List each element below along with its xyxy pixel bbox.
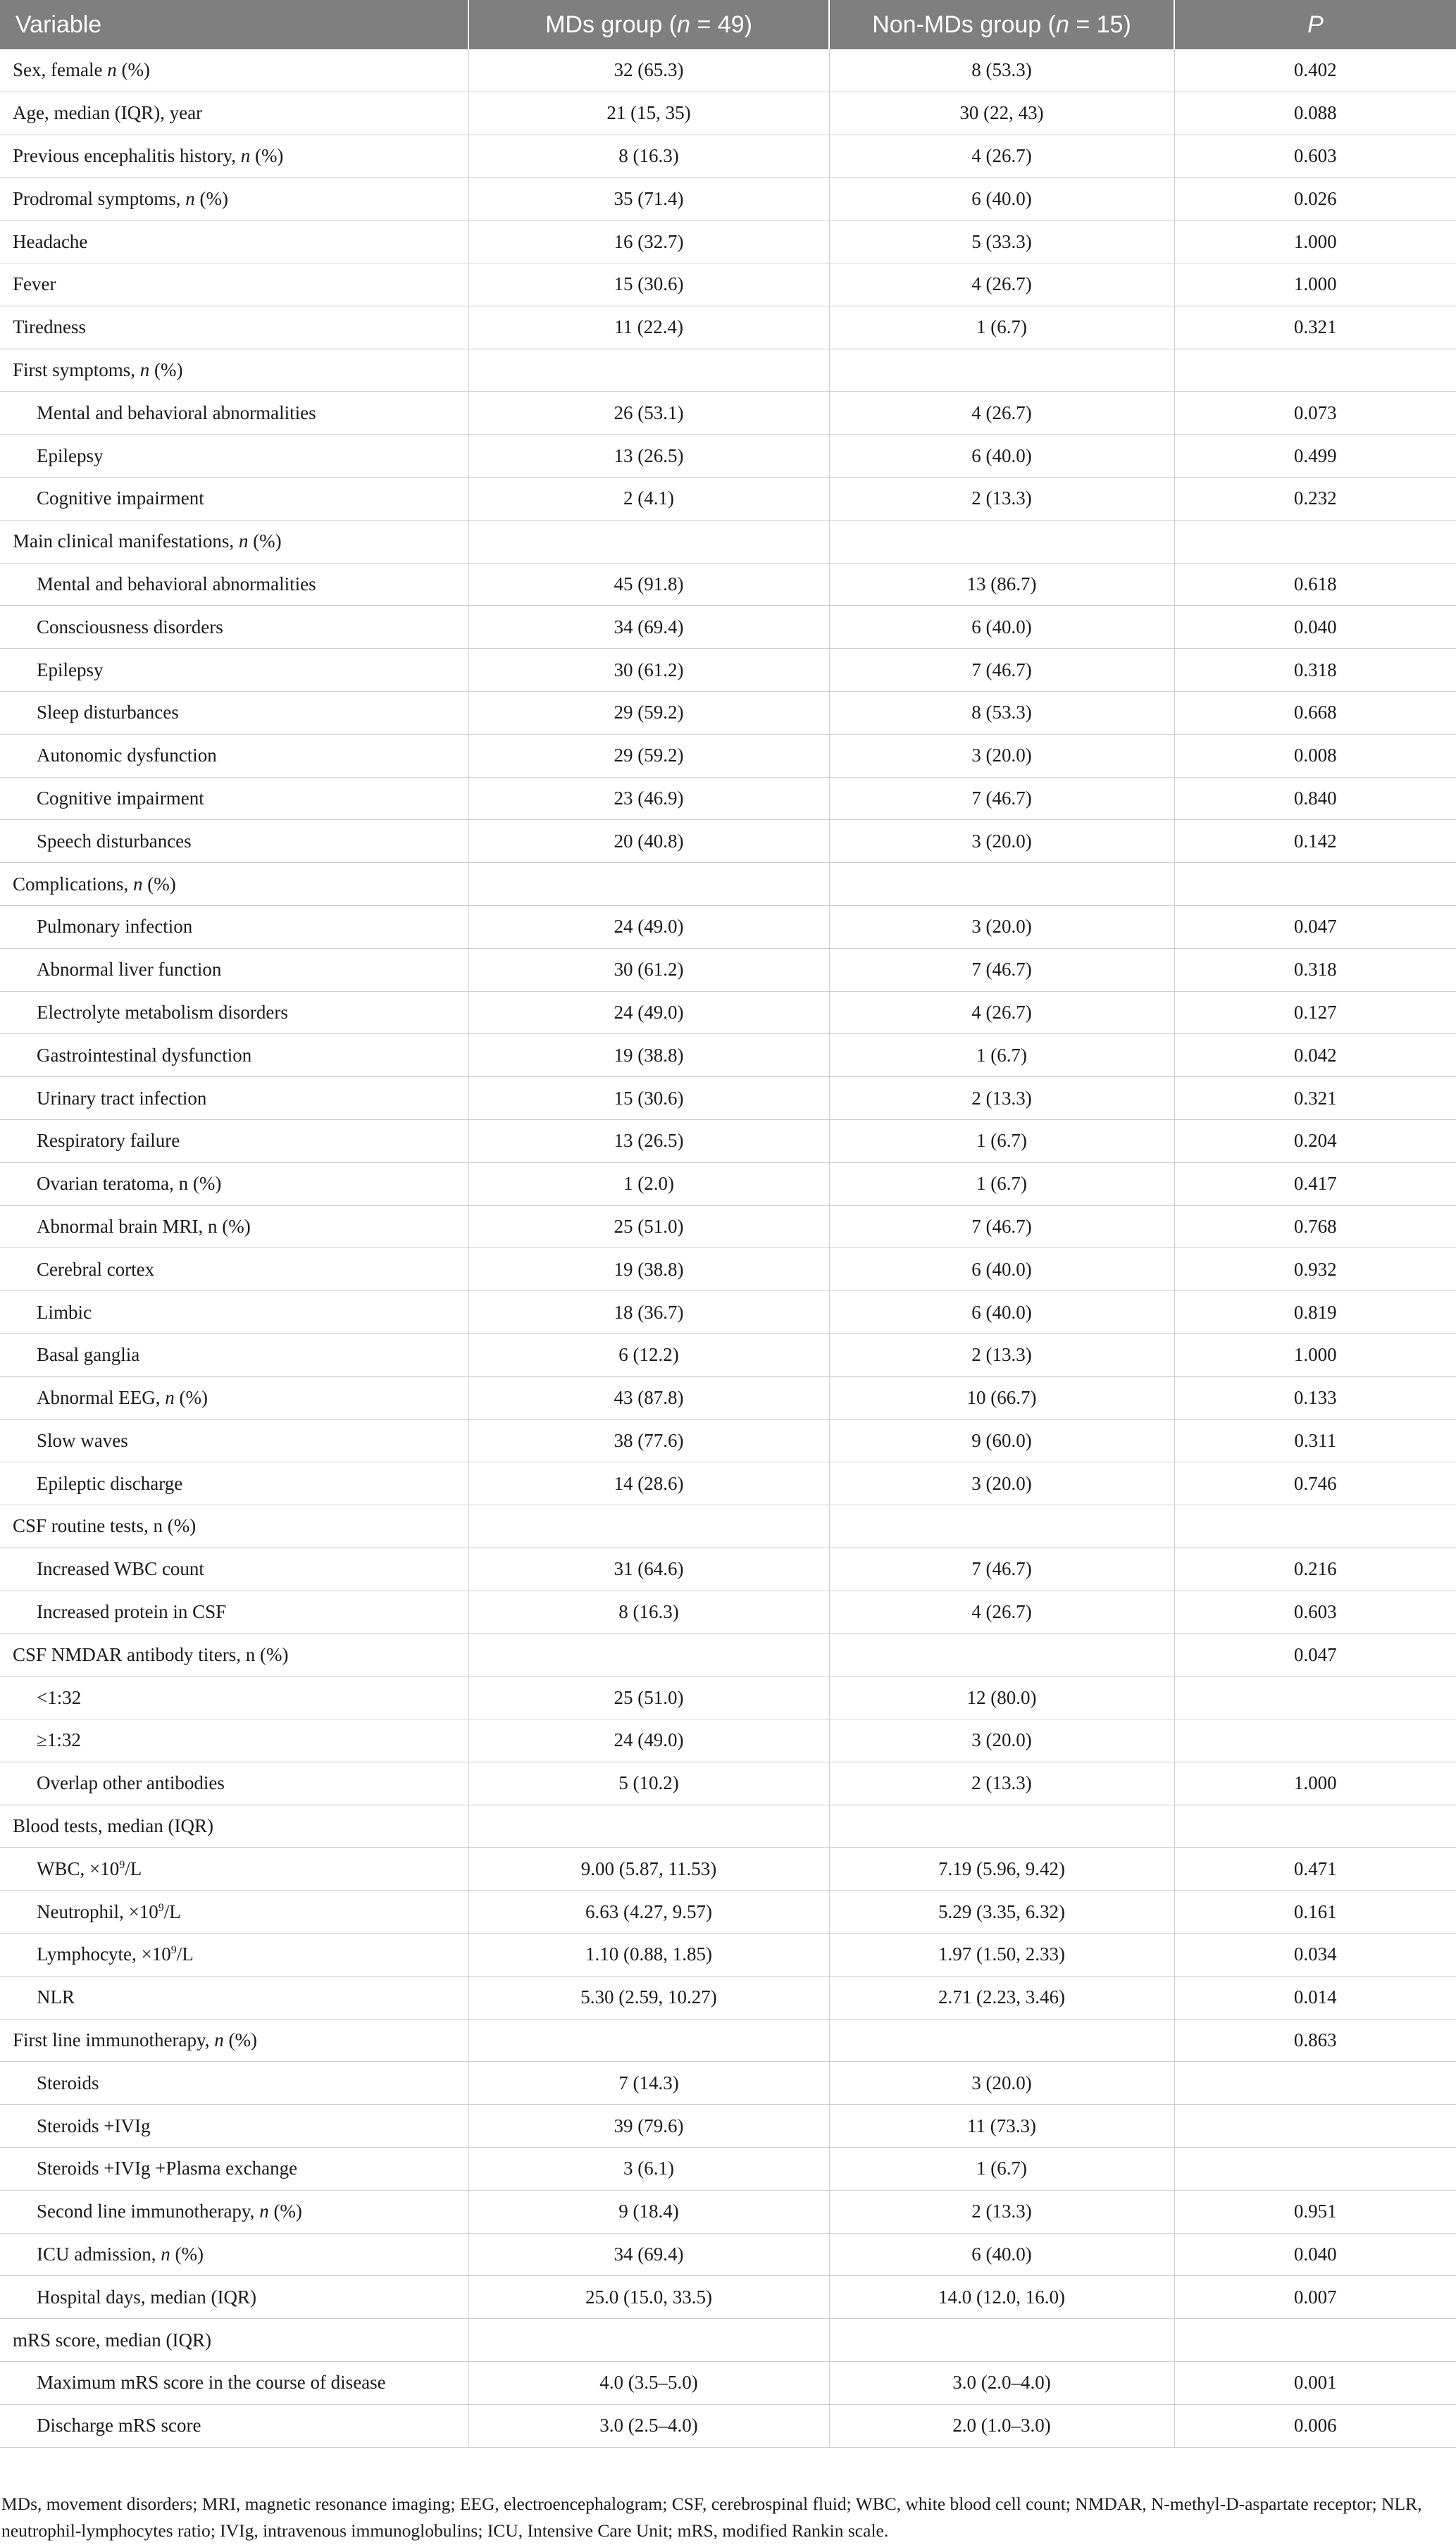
variable-cell: Increased WBC count — [0, 1548, 468, 1591]
variable-cell: mRS score, median (IQR) — [0, 2319, 468, 2362]
p-value-cell: 0.618 — [1174, 563, 1456, 606]
table-row — [0, 1162, 1456, 1205]
non-md-group-cell: 2 (13.3) — [829, 2190, 1174, 2233]
md-group-cell: 13 (26.5) — [468, 1119, 829, 1162]
p-value-cell — [1174, 349, 1456, 392]
table-row — [0, 606, 1456, 649]
header-non-md-group: Non-MDs group (n = 15) — [829, 0, 1174, 49]
md-group-cell: 38 (77.6) — [468, 1419, 829, 1462]
non-md-group-cell: 6 (40.0) — [829, 435, 1174, 478]
variable-cell: Epileptic discharge — [0, 1462, 468, 1505]
table-footnote: MDs, movement disorders; MRI, magnetic resonance imaging; EEG, electroencephalogram; CSF, cerebrospinal fluid; WBC, white blood cell count; NMDAR, N-methyl-D-aspartate receptor; NLR, neutrophil-lymphocytes ratio; IVIg, intravenous immunoglobulins; ICU, Intensive Care Unit; mRS, modified Rankin scale. — [1, 2494, 1422, 2541]
non-md-group-cell: 2 (13.3) — [829, 1333, 1174, 1376]
non-md-group-cell: 2 (13.3) — [829, 1762, 1174, 1805]
table-row — [0, 1805, 1456, 1848]
table-row — [0, 2105, 1456, 2148]
non-md-group-cell: 2 (13.3) — [829, 1077, 1174, 1120]
non-md-group-cell: 7 (46.7) — [829, 777, 1174, 820]
table-row — [0, 92, 1456, 135]
p-value-cell: 1.000 — [1174, 1333, 1456, 1376]
p-value-cell: 0.311 — [1174, 1419, 1456, 1462]
variable-cell: Neutrophil, $\times 10^9/L$ — [0, 1891, 468, 1934]
p-value-cell: 0.204 — [1174, 1119, 1456, 1162]
non-md-group-cell: 2.71 (2.23, 3.46) — [829, 1976, 1174, 2019]
variable-cell: Abnormal liver function — [0, 948, 468, 991]
table-row — [0, 2233, 1456, 2276]
table-row — [0, 135, 1456, 178]
p-value-cell — [1174, 863, 1456, 906]
variable-cell: Limbic — [0, 1291, 468, 1334]
non-md-group-cell — [829, 2019, 1174, 2062]
non-md-group-cell: 7.19 (5.96, 9.42) — [829, 1848, 1174, 1891]
non-md-group-cell — [829, 2319, 1174, 2362]
non-md-group-cell: 7 (46.7) — [829, 1548, 1174, 1591]
table-row — [0, 1762, 1456, 1805]
table-row — [0, 1205, 1456, 1248]
p-value-cell: 0.603 — [1174, 135, 1456, 178]
p-value-cell: 0.133 — [1174, 1376, 1456, 1419]
non-md-group-cell: 12 (80.0) — [829, 1676, 1174, 1719]
p-value-cell — [1174, 1676, 1456, 1719]
p-value-cell: 0.026 — [1174, 178, 1456, 220]
table-row — [0, 220, 1456, 263]
table-row — [0, 2276, 1456, 2319]
non-md-group-cell: 6 (40.0) — [829, 2233, 1174, 2276]
md-group-cell — [468, 863, 829, 906]
variable-cell: Pulmonary infection — [0, 905, 468, 948]
non-md-group-cell: 4 (26.7) — [829, 263, 1174, 306]
non-md-group-cell: 3 (20.0) — [829, 734, 1174, 777]
p-value-cell: 0.499 — [1174, 435, 1456, 478]
non-md-group-cell: 3 (20.0) — [829, 2062, 1174, 2105]
md-group-cell: 34 (69.4) — [468, 2233, 829, 2276]
non-md-group-cell: 3.0 (2.0–4.0) — [829, 2362, 1174, 2405]
p-value-cell: 0.127 — [1174, 991, 1456, 1034]
p-value-cell: 0.232 — [1174, 477, 1456, 520]
variable-cell: Fever — [0, 263, 468, 306]
table-row — [0, 49, 1456, 92]
p-value-cell: 0.161 — [1174, 1891, 1456, 1934]
p-value-cell: 0.318 — [1174, 649, 1456, 692]
table-row — [0, 820, 1456, 863]
table-row — [0, 1333, 1456, 1376]
variable-cell: Epilepsy — [0, 649, 468, 692]
non-md-group-cell: 8 (53.3) — [829, 691, 1174, 734]
variable-cell: Basal ganglia — [0, 1333, 468, 1376]
md-group-cell — [468, 520, 829, 563]
md-group-cell: 31 (64.6) — [468, 1548, 829, 1591]
md-group-cell: 25.0 (15.0, 33.5) — [468, 2276, 829, 2319]
table-row — [0, 1848, 1456, 1891]
table-row — [0, 1591, 1456, 1634]
non-md-group-cell — [829, 520, 1174, 563]
md-group-cell: 43 (87.8) — [468, 1376, 829, 1419]
non-md-group-cell: 6 (40.0) — [829, 1291, 1174, 1334]
md-group-cell: 30 (61.2) — [468, 948, 829, 991]
table-row — [0, 905, 1456, 948]
non-md-group-cell: 4 (26.7) — [829, 991, 1174, 1034]
header-variable: Variable — [0, 0, 468, 49]
p-value-cell: 0.863 — [1174, 2019, 1456, 2062]
p-value-cell: 0.042 — [1174, 1034, 1456, 1077]
variable-cell: <1:32 — [0, 1676, 468, 1719]
non-md-group-cell: 8 (53.3) — [829, 49, 1174, 92]
md-group-cell: 20 (40.8) — [468, 820, 829, 863]
md-group-cell: 3.0 (2.5–4.0) — [468, 2404, 829, 2447]
md-group-cell: 7 (14.3) — [468, 2062, 829, 2105]
p-value-cell: 0.014 — [1174, 1976, 1456, 2019]
p-value-cell: 0.840 — [1174, 777, 1456, 820]
md-group-cell — [468, 1805, 829, 1848]
md-group-cell: 18 (36.7) — [468, 1291, 829, 1334]
md-group-cell: 4.0 (3.5–5.0) — [468, 2362, 829, 2405]
non-md-group-cell — [829, 863, 1174, 906]
non-md-group-cell: 30 (22, 43) — [829, 92, 1174, 135]
p-value-cell: 0.932 — [1174, 1248, 1456, 1291]
table-row — [0, 1291, 1456, 1334]
md-group-cell: 14 (28.6) — [468, 1462, 829, 1505]
md-group-cell — [468, 349, 829, 392]
table-row — [0, 1548, 1456, 1591]
p-value-cell: 0.321 — [1174, 306, 1456, 349]
variable-cell: Mental and behavioral abnormalities — [0, 392, 468, 435]
non-md-group-cell: 10 (66.7) — [829, 1376, 1174, 1419]
p-value-cell — [1174, 2148, 1456, 2191]
table-row — [0, 349, 1456, 392]
p-value-cell: 0.951 — [1174, 2190, 1456, 2233]
p-value-cell: 0.088 — [1174, 92, 1456, 135]
variable-cell: Hospital days, median (IQR) — [0, 2276, 468, 2319]
md-group-cell: 3 (6.1) — [468, 2148, 829, 2191]
non-md-group-cell: 6 (40.0) — [829, 1248, 1174, 1291]
variable-cell: Maximum mRS score in the course of disease — [0, 2362, 468, 2405]
md-group-cell: 13 (26.5) — [468, 435, 829, 478]
table-row — [0, 777, 1456, 820]
non-md-group-cell: 1 (6.7) — [829, 2148, 1174, 2191]
table-row — [0, 2019, 1456, 2062]
variable-cell: WBC, $\times 10^9/L$ — [0, 1848, 468, 1891]
md-group-cell: 39 (79.6) — [468, 2105, 829, 2148]
variable-cell: Tiredness — [0, 306, 468, 349]
table-row — [0, 2362, 1456, 2405]
table-row — [0, 392, 1456, 435]
variable-cell: NLR — [0, 1976, 468, 2019]
variable-cell: Mental and behavioral abnormalities — [0, 563, 468, 606]
table-row — [0, 2404, 1456, 2447]
variable-cell: Headache — [0, 220, 468, 263]
non-md-group-cell — [829, 1505, 1174, 1548]
variable-cell: ICU admission, n (%) — [0, 2233, 468, 2276]
non-md-group-cell — [829, 1805, 1174, 1848]
non-md-group-cell: 2 (13.3) — [829, 477, 1174, 520]
table-row — [0, 649, 1456, 692]
table-row — [0, 263, 1456, 306]
variable-cell: Previous encephalitis history, n (%) — [0, 135, 468, 178]
variable-cell: Main clinical manifestations, n (%) — [0, 520, 468, 563]
table-row — [0, 2062, 1456, 2105]
md-group-cell — [468, 1505, 829, 1548]
variable-cell: Respiratory failure — [0, 1119, 468, 1162]
variable-cell: Abnormal brain MRI, n (%) — [0, 1205, 468, 1248]
md-group-cell: 29 (59.2) — [468, 734, 829, 777]
md-group-cell — [468, 2019, 829, 2062]
table-row — [0, 1891, 1456, 1934]
md-group-cell: 1.10 (0.88, 1.85) — [468, 1934, 829, 1977]
variable-cell: Lymphocyte, $\times 10^9/L$ — [0, 1934, 468, 1977]
p-value-cell: 0.073 — [1174, 392, 1456, 435]
p-value-cell: 0.471 — [1174, 1848, 1456, 1891]
md-group-cell: 1 (2.0) — [468, 1162, 829, 1205]
variable-cell: Ovarian teratoma, n (%) — [0, 1162, 468, 1205]
md-group-cell: 19 (38.8) — [468, 1248, 829, 1291]
md-group-cell: 15 (30.6) — [468, 1077, 829, 1120]
variable-cell: Discharge mRS score — [0, 2404, 468, 2447]
md-group-cell: 5.30 (2.59, 10.27) — [468, 1976, 829, 2019]
non-md-group-cell: 1 (6.7) — [829, 1034, 1174, 1077]
table-row — [0, 1119, 1456, 1162]
table-row — [0, 1976, 1456, 2019]
non-md-group-cell: 5.29 (3.35, 6.32) — [829, 1891, 1174, 1934]
md-group-cell: 24 (49.0) — [468, 1719, 829, 1762]
variable-cell: Consciousness disorders — [0, 606, 468, 649]
md-group-cell — [468, 1634, 829, 1676]
table-row — [0, 1505, 1456, 1548]
variable-cell: Cognitive impairment — [0, 777, 468, 820]
variable-cell: Autonomic dysfunction — [0, 734, 468, 777]
non-md-group-cell: 6 (40.0) — [829, 606, 1174, 649]
p-value-cell — [1174, 2319, 1456, 2362]
variable-cell: Steroids — [0, 2062, 468, 2105]
table-row — [0, 477, 1456, 520]
variable-cell: Epilepsy — [0, 435, 468, 478]
non-md-group-cell: 7 (46.7) — [829, 948, 1174, 991]
p-value-cell: 0.034 — [1174, 1934, 1456, 1977]
md-group-cell: 6.63 (4.27, 9.57) — [468, 1891, 829, 1934]
md-group-cell: 30 (61.2) — [468, 649, 829, 692]
p-value-cell: 0.142 — [1174, 820, 1456, 863]
p-value-cell: 0.819 — [1174, 1291, 1456, 1334]
md-group-cell: 34 (69.4) — [468, 606, 829, 649]
non-md-group-cell: 3 (20.0) — [829, 905, 1174, 948]
non-md-group-cell — [829, 349, 1174, 392]
non-md-group-cell: 6 (40.0) — [829, 178, 1174, 220]
p-value-cell: 0.318 — [1174, 948, 1456, 991]
md-group-cell: 9 (18.4) — [468, 2190, 829, 2233]
non-md-group-cell: 13 (86.7) — [829, 563, 1174, 606]
table-row — [0, 1462, 1456, 1505]
non-md-group-cell — [829, 1634, 1174, 1676]
md-group-cell: 24 (49.0) — [468, 991, 829, 1034]
non-md-group-cell: 1 (6.7) — [829, 1162, 1174, 1205]
non-md-group-cell: 3 (20.0) — [829, 820, 1174, 863]
p-value-cell: 0.001 — [1174, 2362, 1456, 2405]
p-value-cell: 0.040 — [1174, 606, 1456, 649]
p-value-cell: 0.047 — [1174, 905, 1456, 948]
md-group-cell: 2 (4.1) — [468, 477, 829, 520]
non-md-group-cell: 7 (46.7) — [829, 649, 1174, 692]
table-row — [0, 520, 1456, 563]
table-row — [0, 1676, 1456, 1719]
variable-cell: Cognitive impairment — [0, 477, 468, 520]
p-value-cell: 0.008 — [1174, 734, 1456, 777]
variable-cell: Gastrointestinal dysfunction — [0, 1034, 468, 1077]
variable-cell: CSF routine tests, n (%) — [0, 1505, 468, 1548]
non-md-group-cell: 1.97 (1.50, 2.33) — [829, 1934, 1174, 1977]
header-p-value: P — [1174, 0, 1456, 49]
p-value-cell: 0.006 — [1174, 2404, 1456, 2447]
variable-cell: Steroids +IVIg — [0, 2105, 468, 2148]
table-row — [0, 2190, 1456, 2233]
md-group-cell: 9.00 (5.87, 11.53) — [468, 1848, 829, 1891]
variable-cell: Electrolyte metabolism disorders — [0, 991, 468, 1034]
p-value-cell: 0.768 — [1174, 1205, 1456, 1248]
table-row — [0, 1719, 1456, 1762]
md-group-cell: 29 (59.2) — [468, 691, 829, 734]
p-value-cell: 1.000 — [1174, 263, 1456, 306]
variable-cell: Cerebral cortex — [0, 1248, 468, 1291]
non-md-group-cell: 7 (46.7) — [829, 1205, 1174, 1248]
variable-cell: First line immunotherapy, n (%) — [0, 2019, 468, 2062]
non-md-group-cell: 4 (26.7) — [829, 392, 1174, 435]
table-row — [0, 991, 1456, 1034]
md-group-cell: 23 (46.9) — [468, 777, 829, 820]
p-value-cell: 0.216 — [1174, 1548, 1456, 1591]
non-md-group-cell: 1 (6.7) — [829, 1119, 1174, 1162]
variable-cell: Complications, n (%) — [0, 863, 468, 906]
md-group-cell: 5 (10.2) — [468, 1762, 829, 1805]
header-md-group: MDs group (n = 49) — [468, 0, 829, 49]
p-value-cell: 0.040 — [1174, 2233, 1456, 2276]
variable-cell: ≥1:32 — [0, 1719, 468, 1762]
md-group-cell: 6 (12.2) — [468, 1333, 829, 1376]
table-row — [0, 1934, 1456, 1977]
variable-cell: Urinary tract infection — [0, 1077, 468, 1120]
md-group-cell: 25 (51.0) — [468, 1205, 829, 1248]
variable-cell: Sleep disturbances — [0, 691, 468, 734]
p-value-cell: 1.000 — [1174, 220, 1456, 263]
variable-cell: CSF NMDAR antibody titers, n (%) — [0, 1634, 468, 1676]
variable-cell: Second line immunotherapy, n (%) — [0, 2190, 468, 2233]
non-md-group-cell: 14.0 (12.0, 16.0) — [829, 2276, 1174, 2319]
md-group-cell: 8 (16.3) — [468, 1591, 829, 1634]
p-value-cell: 0.047 — [1174, 1634, 1456, 1676]
p-value-cell — [1174, 1719, 1456, 1762]
p-value-cell — [1174, 1805, 1456, 1848]
non-md-group-cell: 9 (60.0) — [829, 1419, 1174, 1462]
variable-cell: Steroids +IVIg +Plasma exchange — [0, 2148, 468, 2191]
variable-cell: Speech disturbances — [0, 820, 468, 863]
md-group-cell: 11 (22.4) — [468, 306, 829, 349]
non-md-group-cell: 3 (20.0) — [829, 1719, 1174, 1762]
p-value-cell — [1174, 2105, 1456, 2148]
md-group-cell: 35 (71.4) — [468, 178, 829, 220]
md-group-cell: 15 (30.6) — [468, 263, 829, 306]
md-group-cell — [468, 2319, 829, 2362]
variable-cell: Increased protein in CSF — [0, 1591, 468, 1634]
variable-cell: Abnormal EEG, n (%) — [0, 1376, 468, 1419]
table-row — [0, 863, 1456, 906]
md-group-cell: 45 (91.8) — [468, 563, 829, 606]
variable-cell: Blood tests, median (IQR) — [0, 1805, 468, 1848]
table-row — [0, 2148, 1456, 2191]
variable-cell: Overlap other antibodies — [0, 1762, 468, 1805]
p-value-cell: 0.746 — [1174, 1462, 1456, 1505]
p-value-cell: 0.417 — [1174, 1162, 1456, 1205]
p-value-cell — [1174, 520, 1456, 563]
variable-cell: Slow waves — [0, 1419, 468, 1462]
non-md-group-cell: 11 (73.3) — [829, 2105, 1174, 2148]
non-md-group-cell: 4 (26.7) — [829, 1591, 1174, 1634]
table-row — [0, 691, 1456, 734]
p-value-cell: 0.007 — [1174, 2276, 1456, 2319]
table-row — [0, 1077, 1456, 1120]
table-row — [0, 1419, 1456, 1462]
p-value-cell: 0.321 — [1174, 1077, 1456, 1120]
table-row — [0, 1634, 1456, 1676]
table-row — [0, 948, 1456, 991]
variable-cell: Age, median (IQR), year — [0, 92, 468, 135]
md-group-cell: 26 (53.1) — [468, 392, 829, 435]
table-header-row — [0, 0, 1456, 49]
table-row — [0, 734, 1456, 777]
non-md-group-cell: 4 (26.7) — [829, 135, 1174, 178]
md-group-cell: 24 (49.0) — [468, 905, 829, 948]
p-value-cell: 1.000 — [1174, 1762, 1456, 1805]
non-md-group-cell: 2.0 (1.0–3.0) — [829, 2404, 1174, 2447]
table-row — [0, 1034, 1456, 1077]
md-group-cell: 32 (65.3) — [468, 49, 829, 92]
non-md-group-cell: 5 (33.3) — [829, 220, 1174, 263]
md-group-cell: 16 (32.7) — [468, 220, 829, 263]
table-row — [0, 2319, 1456, 2362]
p-value-cell: 0.668 — [1174, 691, 1456, 734]
non-md-group-cell: 1 (6.7) — [829, 306, 1174, 349]
table-row — [0, 1376, 1456, 1419]
table-row — [0, 306, 1456, 349]
md-group-cell: 25 (51.0) — [468, 1676, 829, 1719]
p-value-cell: 0.603 — [1174, 1591, 1456, 1634]
table-row — [0, 178, 1456, 220]
md-group-cell: 8 (16.3) — [468, 135, 829, 178]
md-group-cell: 19 (38.8) — [468, 1034, 829, 1077]
p-value-cell — [1174, 1505, 1456, 1548]
table-row — [0, 1248, 1456, 1291]
table-row — [0, 563, 1456, 606]
p-value-cell — [1174, 2062, 1456, 2105]
variable-cell: Sex, female n (%) — [0, 49, 468, 92]
variable-cell: Prodromal symptoms, n (%) — [0, 178, 468, 220]
table-row — [0, 435, 1456, 478]
non-md-group-cell: 3 (20.0) — [829, 1462, 1174, 1505]
variable-cell: First symptoms, n (%) — [0, 349, 468, 392]
p-value-cell: 0.402 — [1174, 49, 1456, 92]
md-group-cell: 21 (15, 35) — [468, 92, 829, 135]
